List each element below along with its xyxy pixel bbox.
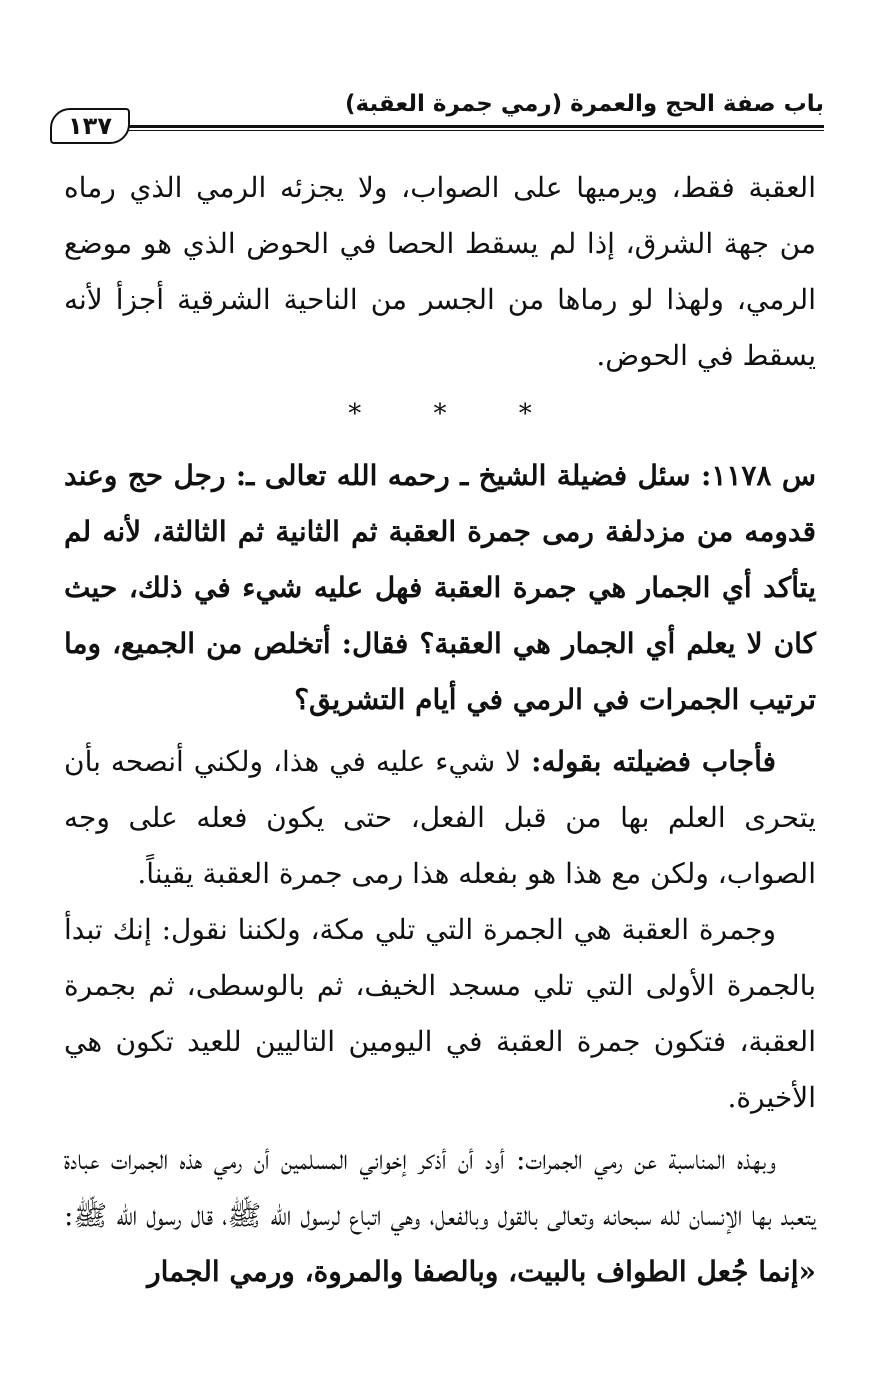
chapter-title: باب صفة الحج والعمرة (رمي جمرة العقبة) xyxy=(345,91,824,117)
closing-paragraph xyxy=(64,1132,816,1300)
closing-text: وبهذه المناسبة عن رمي الجمرات: أود أن أذكر إخواني المسلمين أن رمي هذه الجمرات عبادة يتعبد بها الإنسان لله سبحانه وتعالى بالقول وبالفعل، وهي اتباع لرسول الله ﷺ، قال رسول الله ﷺ: xyxy=(64,1143,816,1232)
section-separator: * * * xyxy=(348,399,564,429)
hadith-quote: «إنما جُعل الطواف بالبيت، وبالصفا والمروة، ورمي الجمار xyxy=(147,1255,816,1288)
page-body xyxy=(64,160,816,1300)
continuation-paragraph: العقبة فقط، ويرميها على الصواب، ولا يجزئه الرمي الذي رماه من جهة الشرق، إذا لم يسقط الحصا في الحوض الذي هو موضع الرمي، ولهذا لو رماها من الجسر من الناحية الشرقية أجزأ لأنه يسقط في الحوض. xyxy=(64,171,816,372)
header-rule xyxy=(112,125,824,131)
question-paragraph: س ١١٧٨: سئل فضيلة الشيخ ـ رحمه الله تعالى ـ: رجل حج وعند قدومه من مزدلفة رمى جمرة العقبة ثم الثانية ثم الثالثة، لأنه لم يتأكد أي الجمار هي جمرة العقبة فهل عليه شيء في ذلك، حيث كان لا يعلم أي الجمار هي العقبة؟ فقال: أتخلص من الجميع، وما ترتيب الجمرات في الرمي في أيام التشريق؟ xyxy=(64,459,816,716)
explanation-paragraph: وجمرة العقبة هي الجمرة التي تلي مكة، ولكننا نقول: إنك تبدأ بالجمرة الأولى التي تلي مسجد الخيف، ثم بالوسطى، ثم بجمرة العقبة، فتكون جمرة العقبة في اليومين التاليين للعيد تكون هي الأخيرة. xyxy=(64,913,816,1114)
answer-paragraph xyxy=(64,734,816,902)
answer-lead: فأجاب فضيلته بقوله: xyxy=(531,745,776,778)
page-header xyxy=(48,88,824,144)
answer-text: لا شيء عليه في هذا، ولكني أنصحه بأن يتحرى العلم بها من قبل الفعل، حتى يكون فعله على وجه الصواب، ولكن مع هذا هو بفعله هذا رمى جمرة العقبة يقيناً. xyxy=(64,745,816,890)
page-number: ١٣٧ xyxy=(50,108,130,144)
